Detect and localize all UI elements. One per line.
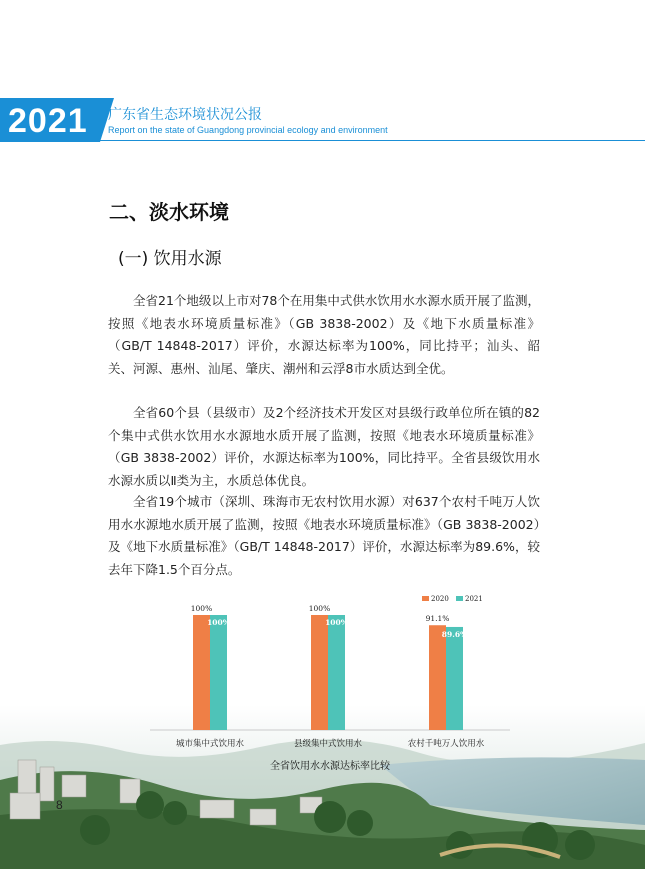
data-label-2021-2: 100% — [325, 618, 348, 627]
bar-2020-2 — [311, 615, 328, 730]
water-source-compliance-chart — [150, 590, 510, 752]
legend-label-2020: 2020 — [431, 595, 449, 603]
report-subtitle: Report on the state of Guangdong provincial ecology and environment — [108, 125, 388, 135]
section-title: 二、淡水环境 — [109, 200, 229, 224]
bar-2020-1 — [193, 615, 210, 730]
category-label-3: 农村千吨万人饮用水 — [407, 739, 485, 749]
data-label-2021-1: 100% — [207, 618, 230, 627]
paragraph-3: 全省19个城市（深圳、珠海市无农村饮用水源）对637个农村千吨万人饮用水水源地水质开展了监测，按照《地表水环境质量标准》（GB 3838-2002）及《地下水质量标准》（GB/T 14848-2017）评价，水源达标率为89.6%，较去年下降1.5个百分点。 — [108, 494, 540, 577]
data-label-2020-1: 100% — [190, 604, 213, 613]
bar-2021-1 — [210, 615, 227, 730]
category-label-2: 县级集中式饮用水 — [293, 739, 363, 749]
data-label-2020-2: 100% — [308, 604, 331, 613]
subsection-title: (一) 饮用水源 — [118, 249, 222, 269]
legend-swatch-2021 — [456, 596, 463, 601]
legend-label-2021: 2021 — [465, 595, 483, 603]
chart-title: 全省饮用水水源达标率比较 — [270, 761, 390, 772]
report-title: 广东省生态环境状况公报 — [108, 107, 262, 123]
bar-2021-2 — [328, 615, 345, 730]
legend-swatch-2020 — [422, 596, 429, 601]
category-label-1: 城市集中式饮用水 — [175, 739, 245, 749]
bar-2021-3 — [446, 627, 463, 730]
data-label-2020-3: 91.1% — [425, 614, 450, 624]
paragraph-1: 全省21个地级以上市对78个在用集中式供水饮用水水源水质开展了监测，按照《地表水环境质量标准》（GB 3838-2002）及《地下水质量标准》（GB/T 14848-2017）评价，水源达标率为100%，同比持平；汕头、韶关、河源、惠州、汕尾、肇庆、潮州和云浮8市水质达到全优。 — [108, 293, 540, 376]
bar-2020-3 — [429, 625, 446, 730]
report-year: 2021 — [8, 102, 88, 140]
paragraph-2: 全省60个县（县级市）及2个经济技术开发区对县级行政单位所在镇的82个集中式供水饮用水水源地水质开展了监测，按照《地表水环境质量标准》（GB 3838-2002）评价，水源达标率为100%，同比持平。全省县级饮用水水源水质以Ⅱ类为主，水质总体优良。 — [108, 405, 540, 488]
page-number: 8 — [56, 798, 63, 812]
data-label-2021-3: 89.6% — [441, 629, 468, 639]
header-divider — [100, 140, 645, 141]
